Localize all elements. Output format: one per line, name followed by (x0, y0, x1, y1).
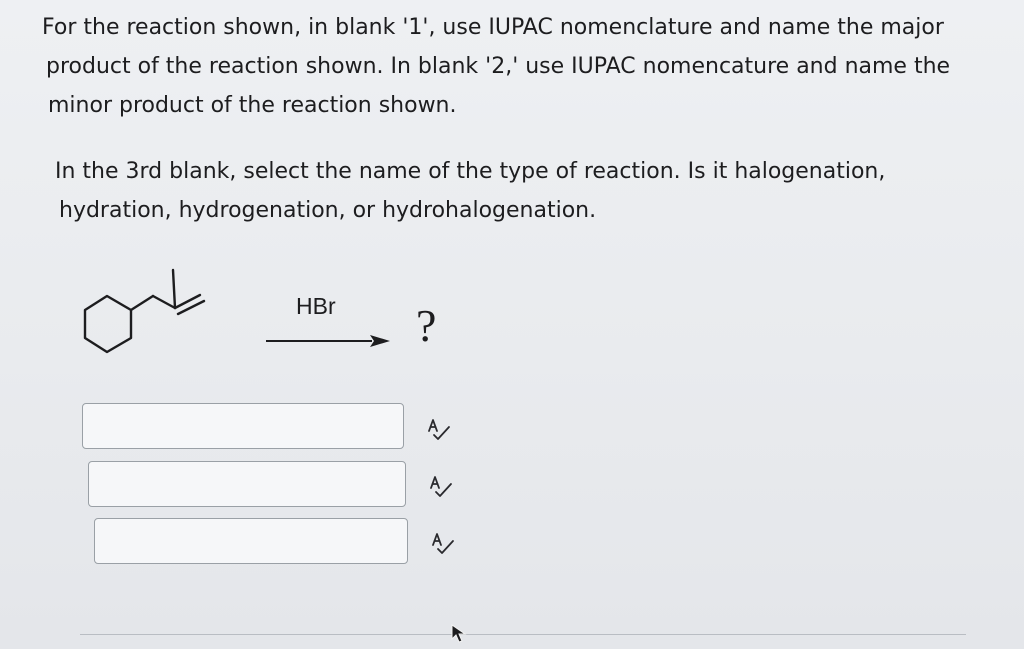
question-line: product of the reaction shown. In blank '2,' use IUPAC nomencature and name the (46, 54, 951, 79)
question-paragraph-1 (42, 8, 950, 125)
answer-blank-3-input[interactable] (94, 518, 408, 564)
question-line: In the 3rd blank, select the name of the type of reaction. Is it halogenation, (55, 159, 886, 184)
reagent-label: HBr (296, 293, 336, 319)
unknown-product-placeholder: ? (416, 300, 437, 351)
question-paragraph-2 (55, 152, 885, 230)
reaction-arrow-icon (266, 333, 390, 349)
answer-blank-1-input[interactable] (82, 403, 404, 449)
question-line: minor product of the reaction shown. (48, 93, 457, 118)
spellcheck-icon[interactable] (427, 418, 453, 442)
cyclohexyl-alkene-structure-icon (80, 262, 240, 372)
mouse-pointer-icon (450, 624, 468, 644)
spellcheck-icon[interactable] (429, 475, 455, 499)
answer-blank-2-input[interactable] (88, 461, 406, 507)
spellcheck-icon[interactable] (431, 532, 457, 556)
question-line: For the reaction shown, in blank '1', use IUPAC nomenclature and name the major (42, 15, 944, 40)
question-line: hydration, hydrogenation, or hydrohalogenation. (59, 198, 597, 223)
section-divider (80, 634, 966, 635)
